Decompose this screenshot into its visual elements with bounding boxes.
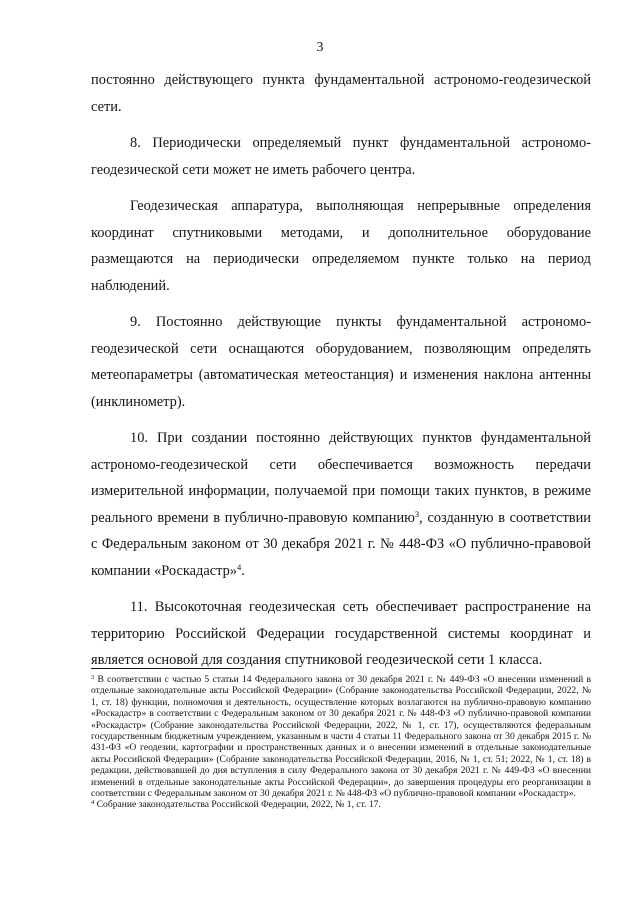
footnote-4 xyxy=(91,799,591,810)
paragraph-item-10 xyxy=(91,425,591,584)
page-number: 3 xyxy=(316,40,324,55)
paragraph-item-10-text-3: . xyxy=(241,562,245,579)
footnote-mark-3: 3 xyxy=(91,674,95,681)
footnote-4-text: Собрание законодательства Российской Федерации, 2022, № 1, ст. 17. xyxy=(94,799,381,811)
paragraph-item-10-text-2: , созданную в соответствии с Федеральным законом от 30 декабря 2021 г. № 448-ФЗ «О публично-правовой компании «Роскадастр» xyxy=(91,509,591,579)
body-text xyxy=(91,67,591,674)
paragraph-item-9: 9. Постоянно действующие пункты фундаментальной астрономо-геодезической сети оснащаются оборудованием, позволяющим определять метеопараметры (автоматическая метеостанция) и изменения наклона антенны (инклинометр). xyxy=(91,314,591,410)
footnote-separator xyxy=(91,668,244,669)
paragraph-equipment: Геодезическая аппаратура, выполняющая непрерывные определения координат спутниковыми методами, и дополнительное оборудование размещаются на периодически определяемом пункте только на период наблюдений. xyxy=(91,198,591,294)
footnote-3 xyxy=(91,674,591,799)
paragraph-item-10-text-1: 10. При создании постоянно действующих пунктов фундаментальной астрономо-геодезической сети обеспечивается возможность передачи измерительной информации, получаемой при помощи таких пунктов, в режиме реального времени в публично-правовую компанию xyxy=(91,430,591,526)
paragraph-item-11: 11. Высокоточная геодезическая сеть обеспечивает распространение на территорию Российской Федерации государственной системы координат и является основой для создания спутниковой геодезической сети 1 класса. xyxy=(91,599,591,668)
footnote-3-text: В соответствии с частью 5 статьи 14 Федерального закона от 30 декабря 2021 г. № 449-ФЗ «О внесении изменений в отдельные законодательные акты Российской Федерации» (Собрание законодательства Российской Федерации, 2022, № 1, ст. 18) функции, полномочия и деятельность, осуществление которых возлагаются на публично-правовую компанию «Роскадастр» в соответствии с Федеральным законом от 30 декабря 2021 г. № 448-ФЗ «О публично-правовой компании «Роскадастр» (Собрание законодательства Российской Федерации, 2022, № 1, ст. 17), осуществляются федеральным государственным бюджетным учреждением, указанным в части 4 статьи 11 Федерального закона от 30 декабря 2015 г. № 431-ФЗ «О геодезии, картографии и пространственных данных и о внесении изменений в отдельные законодательные акты Российской Федерации» (Собрание законодательства Российской Федерации, 2016, № 1, ст. 51; 2022, № 1, ст. 18) в редакции, действовавшей до дня вступления в силу Федерального закона от 30 декабря 2021 г. № 449-ФЗ «О внесении изменений в отдельные законодательные акты Российской Федерации», до завершения процедуры его реорганизации в соответствии с Федеральным законом от 30 декабря 2021 г. № 448-ФЗ «О публично-правовой компании «Роскадастр». xyxy=(91,674,591,800)
footnote-ref-4[interactable]: 4 xyxy=(236,561,242,572)
footnote-ref-3[interactable]: 3 xyxy=(414,508,420,519)
footnote-mark-4: 4 xyxy=(91,799,95,807)
footnotes xyxy=(91,674,591,811)
paragraph-item-8: 8. Периодически определяемый пункт фундаментальной астрономо-геодезической сети может не иметь рабочего центра. xyxy=(91,135,591,178)
paragraph-continuation: постоянно действующего пункта фундаментальной астрономо-геодезической сети. xyxy=(91,72,591,115)
